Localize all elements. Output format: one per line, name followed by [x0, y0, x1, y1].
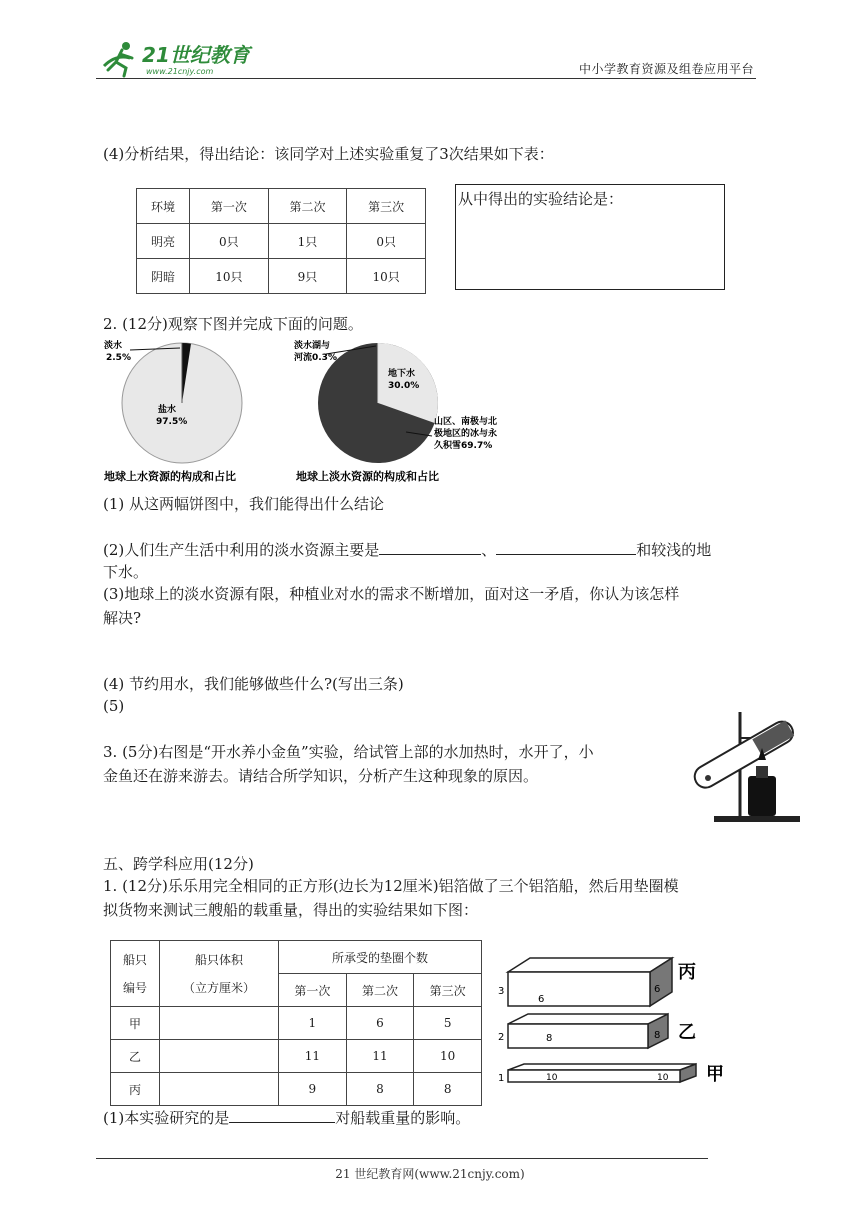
- table-cell: 明亮: [137, 224, 190, 259]
- header-divider: [96, 78, 756, 79]
- table-header: 第一次: [190, 189, 269, 224]
- conclusion-box[interactable]: [455, 184, 725, 290]
- table-row: [137, 189, 426, 224]
- table-cell[interactable]: [160, 1007, 279, 1040]
- table-cell: 甲: [111, 1007, 160, 1040]
- table-cell: 9只: [268, 259, 347, 294]
- pie1-fresh-value: 2.5%: [106, 353, 131, 363]
- q2-sub3-line2: 解决?: [103, 609, 142, 627]
- q2-sub2: [103, 538, 711, 562]
- table-cell: 9: [279, 1073, 347, 1106]
- table-header: 第二次: [346, 974, 414, 1007]
- answer-blank[interactable]: [379, 538, 481, 555]
- table-cell: 阴暗: [137, 259, 190, 294]
- s5-sub1-text-a: (1)本实验研究的是: [103, 1109, 230, 1127]
- header-ship-1: 船只: [122, 952, 147, 967]
- q2-sub5: (5): [103, 697, 125, 715]
- pie2-lake-label: 淡水湖与: [294, 341, 331, 351]
- s5-q1-line2: 拟货物来测试三艘船的载重量，得出的实验结果如下图：: [103, 901, 479, 919]
- box-jia-name: 甲: [706, 1064, 724, 1085]
- table-header: 所承受的垫圈个数: [279, 941, 482, 974]
- q2-sub4: (4) 节约用水，我们能够做些什么?(写出三条): [103, 675, 404, 693]
- pie2-ice-label-3: 久积雪69.7%: [434, 441, 493, 451]
- box-jia-width: 10: [546, 1073, 558, 1083]
- table-cell: 8: [346, 1073, 414, 1106]
- box-yi-num: 2: [498, 1032, 505, 1043]
- table-cell: 丙: [111, 1073, 160, 1106]
- table-row: [111, 1073, 482, 1106]
- box-yi-name: 乙: [678, 1022, 696, 1043]
- table-cell: 5: [414, 1007, 482, 1040]
- logo-text: 21世纪教育: [142, 43, 250, 67]
- answer-blank[interactable]: [496, 538, 636, 555]
- table-row: [137, 259, 426, 294]
- table-header: 第一次: [279, 974, 347, 1007]
- table-cell: 1只: [268, 224, 347, 259]
- pie2-caption: 地球上淡水资源的构成和占比: [296, 470, 439, 483]
- q2-sub2-text-b: 和较浅的地: [636, 541, 712, 559]
- pie1-fresh-label: 淡水: [104, 341, 123, 351]
- header-ship-2: 编号: [122, 980, 147, 995]
- s5-q1-line1: 1. (12分)乐乐用完全相同的正方形(边长为12厘米)铝箔做了三个铝箔船，然后用垫圈模: [103, 877, 679, 895]
- table-row: [137, 224, 426, 259]
- table-header: [111, 941, 160, 1007]
- table-row: [111, 941, 482, 974]
- box-yi-depth: 8: [654, 1030, 661, 1041]
- table-cell: 10只: [190, 259, 269, 294]
- header-volume-2: （立方厘米）: [182, 980, 255, 995]
- pie2-ice-label-1: 山区、南极与北: [434, 417, 498, 427]
- box-yi-width: 8: [546, 1033, 553, 1044]
- logo-url: www.21cnjy.com: [146, 67, 214, 76]
- table-cell: 11: [279, 1040, 347, 1073]
- footer-text: 21 世纪教育网(www.21cnjy.com): [335, 1167, 525, 1181]
- box-jia-num: 1: [498, 1073, 505, 1084]
- table-cell[interactable]: [160, 1040, 279, 1073]
- answer-blank[interactable]: [229, 1106, 335, 1123]
- section5-title: 五、跨学科应用(12分): [103, 855, 254, 873]
- box-bing-depth: 6: [654, 984, 661, 995]
- box-jia-depth: 10: [657, 1073, 669, 1083]
- table-cell: 10: [414, 1040, 482, 1073]
- s5-sub1-text-b: 对船载重量的影响。: [335, 1109, 471, 1127]
- box-bing-name: 丙: [678, 962, 696, 983]
- table-header: [160, 941, 279, 1007]
- pie2-lake-value: 河流0.3%: [294, 353, 337, 363]
- result-table: [136, 188, 426, 294]
- box-bing-num: 3: [498, 986, 505, 997]
- pie-chart-water: [100, 336, 270, 486]
- conclusion-label: 从中得出的实验结论是：: [458, 190, 624, 208]
- q2-sub3-line1: (3)地球上的淡水资源有限，种植业对水的需求不断增加，面对这一矛盾，你认为该怎样: [103, 585, 680, 603]
- q1-4-text: (4)分析结果，得出结论：该同学对上述实验重复了3次结果如下表：: [103, 145, 554, 163]
- q2-sub2-cont: 下水。: [103, 563, 149, 581]
- q2-sub1: (1) 从这两幅饼图中，我们能得出什么结论: [103, 495, 385, 513]
- boat-table: [110, 940, 482, 1106]
- test-tube-apparatus-image: [690, 708, 810, 826]
- pie-chart-freshwater: [290, 336, 510, 486]
- table-cell: 乙: [111, 1040, 160, 1073]
- header-platform-text: 中小学教育资源及组卷应用平台: [578, 62, 754, 76]
- footer-divider: [96, 1158, 708, 1159]
- boats-diagram: [494, 944, 744, 1094]
- table-header: 第三次: [347, 189, 426, 224]
- q2-sub2-text-a: (2)人们生产生活中利用的淡水资源主要是: [103, 541, 380, 559]
- pie1-caption: 地球上水资源的构成和占比: [104, 470, 236, 483]
- table-cell: 8: [414, 1073, 482, 1106]
- table-cell: 0只: [347, 224, 426, 259]
- pie2-ice-label-2: 极地区的冰与永: [434, 429, 498, 439]
- table-cell: 0只: [190, 224, 269, 259]
- table-cell: 1: [279, 1007, 347, 1040]
- table-row: [111, 1040, 482, 1073]
- q3-line2: 金鱼还在游来游去。请结合所学知识，分析产生这种现象的原因。: [103, 767, 539, 785]
- header-volume-1: 船只体积: [194, 952, 243, 967]
- table-header: 第三次: [414, 974, 482, 1007]
- q2-sub2-sep: 、: [481, 541, 497, 559]
- s5-sub1: [103, 1106, 470, 1130]
- pie1-salt-label: 盐水: [158, 405, 177, 415]
- table-header: 环境: [137, 189, 190, 224]
- pie1-salt-value: 97.5%: [156, 417, 188, 427]
- pie2-ground-label: 地下水: [388, 369, 416, 379]
- q3-line1: 3. (5分)右图是“开水养小金鱼”实验，给试管上部的水加热时，水开了，小: [103, 743, 594, 761]
- q2-title: 2. (12分)观察下图并完成下面的问题。: [103, 315, 363, 333]
- table-cell[interactable]: [160, 1073, 279, 1106]
- pie2-ground-value: 30.0%: [388, 381, 420, 391]
- table-header: 第二次: [268, 189, 347, 224]
- table-cell: 6: [346, 1007, 414, 1040]
- site-logo: [96, 36, 256, 80]
- table-row: [111, 1007, 482, 1040]
- box-bing-width: 6: [538, 994, 545, 1005]
- table-cell: 10只: [347, 259, 426, 294]
- table-cell: 11: [346, 1040, 414, 1073]
